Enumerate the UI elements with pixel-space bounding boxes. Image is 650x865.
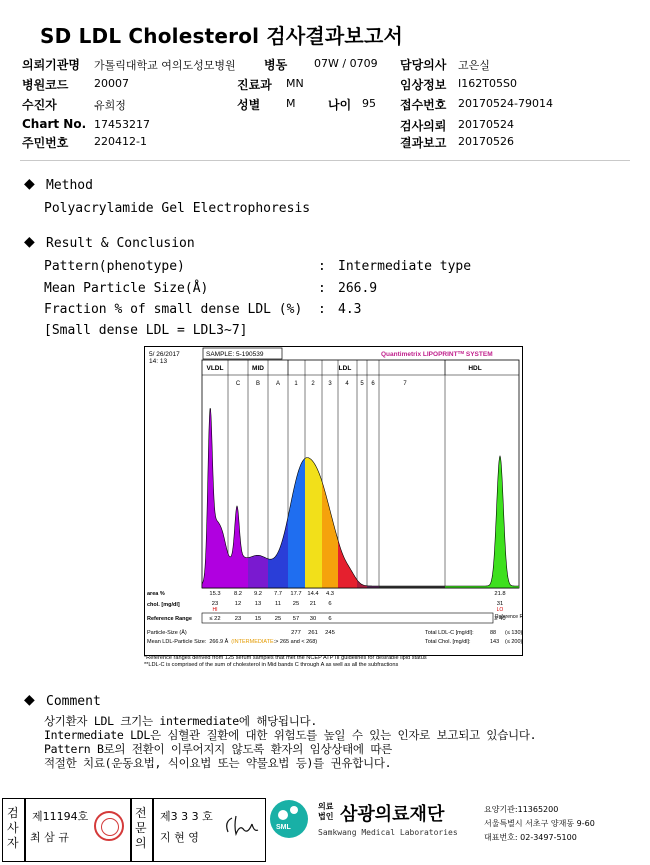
ref-value: 25 <box>274 616 282 622</box>
area-value: 14.4 <box>307 591 319 597</box>
mean-size-colon: : <box>318 281 326 296</box>
chol-value: 21 <box>309 601 317 607</box>
dept-code-value: 07W / 0709 <box>314 57 378 70</box>
band-label: 4 <box>345 381 349 387</box>
band-label: 2 <box>311 381 315 387</box>
lipoprint-chart <box>144 346 523 656</box>
band-label: 7 <box>403 381 407 387</box>
band-labels <box>236 381 408 387</box>
examiner-name: 최 삼 규 <box>30 831 69 844</box>
area-row-label: area % <box>147 591 165 597</box>
request-date-value: 20170524 <box>458 118 514 131</box>
comment-line: Intermediate LDL은 심혈관 질환에 대한 위험도를 높일 수 있는 인자로 보고되고 있습니다. <box>44 728 537 742</box>
chol-flag: LO <box>496 607 504 613</box>
total-ldl-value: 88 <box>490 630 497 636</box>
small-dense-label: Fraction % of small dense LDL (%) <box>44 302 303 317</box>
comment-line: Pattern B로의 전환이 이루어지지 않도록 환자의 임상상태에 따른 <box>44 742 392 756</box>
band-label: 1 <box>294 381 298 387</box>
ref-range-box <box>202 613 493 623</box>
resident-no-value: 220412-1 <box>94 135 147 148</box>
resident-no-label: 주민번호 <box>22 136 69 150</box>
pattern-label: Pattern(phenotype) <box>44 259 185 274</box>
hospital-code-label: 병원코드 <box>22 78 69 92</box>
chol-value: 23 <box>211 601 219 607</box>
signature-icon <box>222 812 262 838</box>
total-chol-label: Total Chol. [mg/dl]: <box>425 639 471 645</box>
particle-size-value: 261 <box>308 630 318 636</box>
reviewer-number: 제3 3 3 호 <box>160 810 213 823</box>
dept-code-label: 병동 <box>264 58 288 72</box>
ref-value: ≤ 22 <box>209 616 221 622</box>
foundation-phone: 대표번호: 02-3497-5100 <box>484 833 577 842</box>
band-label: 6 <box>371 381 375 387</box>
band-area <box>322 481 338 588</box>
method-text: Polyacrylamide Gel Electrophoresis <box>44 201 311 216</box>
band-area <box>357 580 367 588</box>
agency-number: 요양기관:11365200 <box>484 805 559 814</box>
total-ldl-ref: (≤ 130) <box>505 630 522 636</box>
reception-value: 20170524-79014 <box>458 97 553 110</box>
band-label: B <box>255 381 261 387</box>
foundation-name: 삼광의료재단 <box>340 804 445 825</box>
chol-value: 31 <box>496 601 504 607</box>
request-date-label: 검사의뢰 <box>400 119 447 133</box>
foundation-prefix: 의료 법인 <box>318 802 334 821</box>
table-columns <box>209 591 505 622</box>
chart-sample: SAMPLE: 5-190539 <box>206 351 264 358</box>
diamond-bullet-icon: ◆ <box>24 176 35 192</box>
reviewer-label: 전문의 <box>135 806 147 850</box>
chart-footnote-2: **LDL-C is comprised of the sum of cholesterol in Mid bands C through A as well as all the subfractions <box>144 662 399 668</box>
diamond-bullet-icon: ◆ <box>24 234 35 250</box>
region-label: HDL <box>468 365 482 372</box>
total-chol-value: 143 <box>490 639 500 645</box>
chol-flag: HI <box>212 607 218 613</box>
sml-logo-text: SML <box>276 824 291 831</box>
department-value: MN <box>286 77 304 90</box>
band-area <box>248 555 268 588</box>
particle-sizes <box>291 630 335 636</box>
chol-value: 25 <box>292 601 300 607</box>
foundation-address: 서울특별시 서초구 양재동 9-60 <box>484 819 595 828</box>
sml-logo-icon <box>270 800 308 838</box>
area-value: 17.7 <box>290 591 302 597</box>
institution-value: 가톨릭대학교 여의도성모병원 <box>94 59 236 72</box>
ref-right-label: Reference R <box>495 614 522 620</box>
ref-value: 6 <box>328 616 332 622</box>
total-ldl-label: Total LDL-C [mg/dl]: <box>425 630 474 636</box>
area-value: 7.7 <box>273 591 283 597</box>
area-value: 21.8 <box>494 591 506 597</box>
ref-row-label: Reference Range <box>147 616 192 622</box>
chart-no-value: 17453217 <box>94 118 150 131</box>
header-divider <box>20 160 630 161</box>
ref-value: 57 <box>292 616 300 622</box>
chart-time: 14: 13 <box>149 358 168 365</box>
chart-system: Quantimetrix LIPOPRINT™ SYSTEM <box>381 350 493 358</box>
pattern-colon: : <box>318 259 326 274</box>
ref-value: 23 <box>234 616 242 622</box>
examiner-number: 제11194호 <box>32 810 89 823</box>
physician-label: 담당의사 <box>400 58 447 72</box>
region-label: VLDL <box>206 365 224 372</box>
band-label: 5 <box>360 381 364 387</box>
small-dense-value: 4.3 <box>338 302 362 317</box>
plot-frame <box>202 360 519 588</box>
physician-value: 고은실 <box>458 59 490 72</box>
hospital-code-value: 20007 <box>94 77 129 90</box>
examiner-label: 검사자 <box>7 806 19 850</box>
area-value: 15.3 <box>209 591 221 597</box>
mean-size-label-chart: Mean LDL-Particle Size: 266.9 Å (INTERMEDIATE:> 265 and < 268) <box>147 639 318 645</box>
region-label: LDL <box>338 365 352 372</box>
band-area <box>202 409 228 588</box>
institution-label: 의뢰기관명 <box>22 58 80 72</box>
comment-line: 적절한 치료(운동요법, 식이요법 또는 약물요법 등)를 권유합니다. <box>44 756 392 770</box>
band-area <box>445 456 519 588</box>
chol-value: 11 <box>274 601 282 607</box>
ref-value: 15 <box>254 616 262 622</box>
chol-value: 6 <box>328 601 332 607</box>
diamond-bullet-icon: ◆ <box>24 692 35 708</box>
clinical-info-value: I162T05S0 <box>458 77 517 90</box>
band-label: C <box>235 381 241 387</box>
band-label: 3 <box>328 381 332 387</box>
reviewer-name: 지 현 영 <box>160 831 199 844</box>
area-value: 9.2 <box>253 591 263 597</box>
chart-footnote-1: *Reference ranges derived from 125 serum samples that met the NCEP ATP III guidelines for desirable lipid status <box>144 655 427 661</box>
age-value: 95 <box>362 97 376 110</box>
report-title: SD LDL Cholesterol 검사결과보고서 <box>40 24 403 48</box>
pattern-value: Intermediate type <box>338 259 472 274</box>
band-area <box>305 458 322 588</box>
lipoprint-chart-svg <box>145 347 522 655</box>
ref-value: 30 <box>309 616 317 622</box>
foundation-english: Samkwang Medical Laboratories <box>318 828 458 837</box>
comment-heading: Comment <box>46 694 101 709</box>
mean-size-label: Mean Particle Size(Å) <box>44 281 209 296</box>
area-value: 8.2 <box>233 591 243 597</box>
method-heading: Method <box>46 178 93 193</box>
band-area <box>228 506 248 588</box>
result-heading: Result & Conclusion <box>46 236 195 251</box>
chol-value: 12 <box>234 601 242 607</box>
mean-size-value: 266.9 <box>338 281 378 296</box>
clinical-info-label: 임상정보 <box>400 78 447 92</box>
ref-value: ≥ 40 <box>494 616 506 622</box>
chart-no-label: Chart No. <box>22 117 87 131</box>
particle-size-label: Particle-Size (Å) <box>147 630 187 636</box>
band-label: A <box>275 381 281 387</box>
result-date-value: 20170526 <box>458 135 514 148</box>
chart-date: 5/ 26/2017 <box>149 351 180 358</box>
particle-size-value: 277 <box>291 630 301 636</box>
seal-stamp-icon <box>94 811 124 841</box>
chol-row-label: chol. [mg/dl] <box>147 602 180 608</box>
department-label: 진료과 <box>237 78 272 92</box>
patient-value: 유희정 <box>94 99 126 112</box>
age-label: 나이 <box>328 98 352 112</box>
result-date-label: 결과보고 <box>400 136 447 150</box>
comment-line: 상기환자 LDL 크기는 intermediate에 해당됩니다. <box>44 714 317 728</box>
chol-value: 13 <box>254 601 262 607</box>
region-label: MID <box>252 365 264 372</box>
small-dense-colon: : <box>318 302 326 317</box>
reception-label: 접수번호 <box>400 98 447 112</box>
band-fills <box>202 409 519 588</box>
sex-label: 성별 <box>237 98 261 112</box>
total-chol-ref: (≤ 200) <box>505 639 522 645</box>
sex-value: M <box>286 97 296 110</box>
small-dense-note: [Small dense LDL = LDL3~7] <box>44 323 248 338</box>
area-value: 4.3 <box>325 591 335 597</box>
particle-size-value: 245 <box>325 630 335 636</box>
patient-label: 수진자 <box>22 98 57 112</box>
